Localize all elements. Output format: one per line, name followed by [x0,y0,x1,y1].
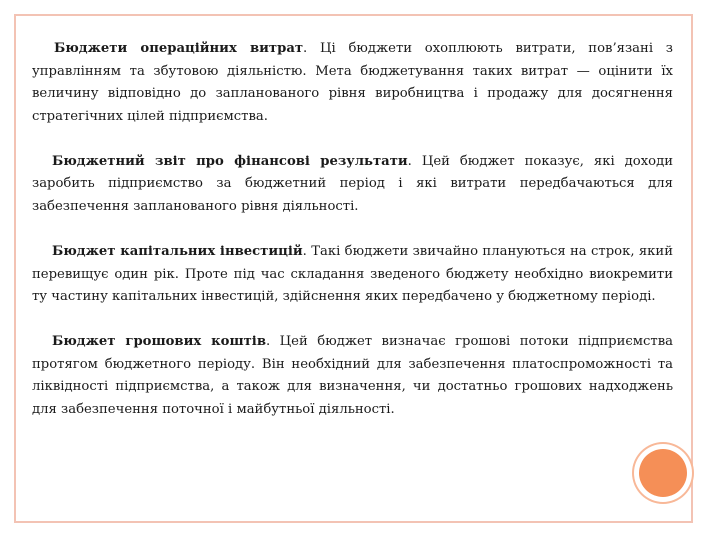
text-operating-budgets: . Ці бюджети охоплюють витрати, пов’язані з управлінням та збутовою діяльністю. Мета бюджетування таких витрат — оцінити їх величину відповідно до запланованого рівня виробництва і продажу для досягнення стратегічних цілей підприємства. [32,41,673,124]
paragraph-operating-budgets [32,38,673,128]
text-capital-investment-budget: . Такі бюджети звичайно плануються на строк, який перевищує один рік. Проте під час складання зведеного бюджету необхідно виокремити ту частину капітальних інвестицій, здійснення яких передбачено у бюджетному періоді. [32,243,673,305]
term-cash-budget: Бюджет грошових коштів [52,334,266,350]
paragraph-income-statement-budget [32,151,673,219]
text-income-statement-budget: . Цей бюджет показує, які доходи заробить підприємство за бюджетний період і які витрати передбачаються для забезпечення запланованого рівня діяльності. [32,153,673,214]
term-operating-budgets: Бюджети операційних витрат [54,41,304,56]
decorative-circle [639,449,687,497]
slide-body [32,38,673,444]
paragraph-capital-investment-budget [32,241,673,309]
term-capital-investment-budget: Бюджет капітальних інвестицій [52,243,303,259]
term-income-statement-budget: Бюджетний звіт про фінансові результати [52,153,408,169]
text-cash-budget: . Цей бюджет визначає грошові потоки підприємства протягом бюджетного періоду. Він необхідний для забезпечення платоспроможності та ліквідності підприємства, а також для визначення, чи достатньо грошових надходжень для забезпечення поточної і майбутньої діяльності. [32,334,673,417]
paragraph-cash-budget [32,331,673,421]
